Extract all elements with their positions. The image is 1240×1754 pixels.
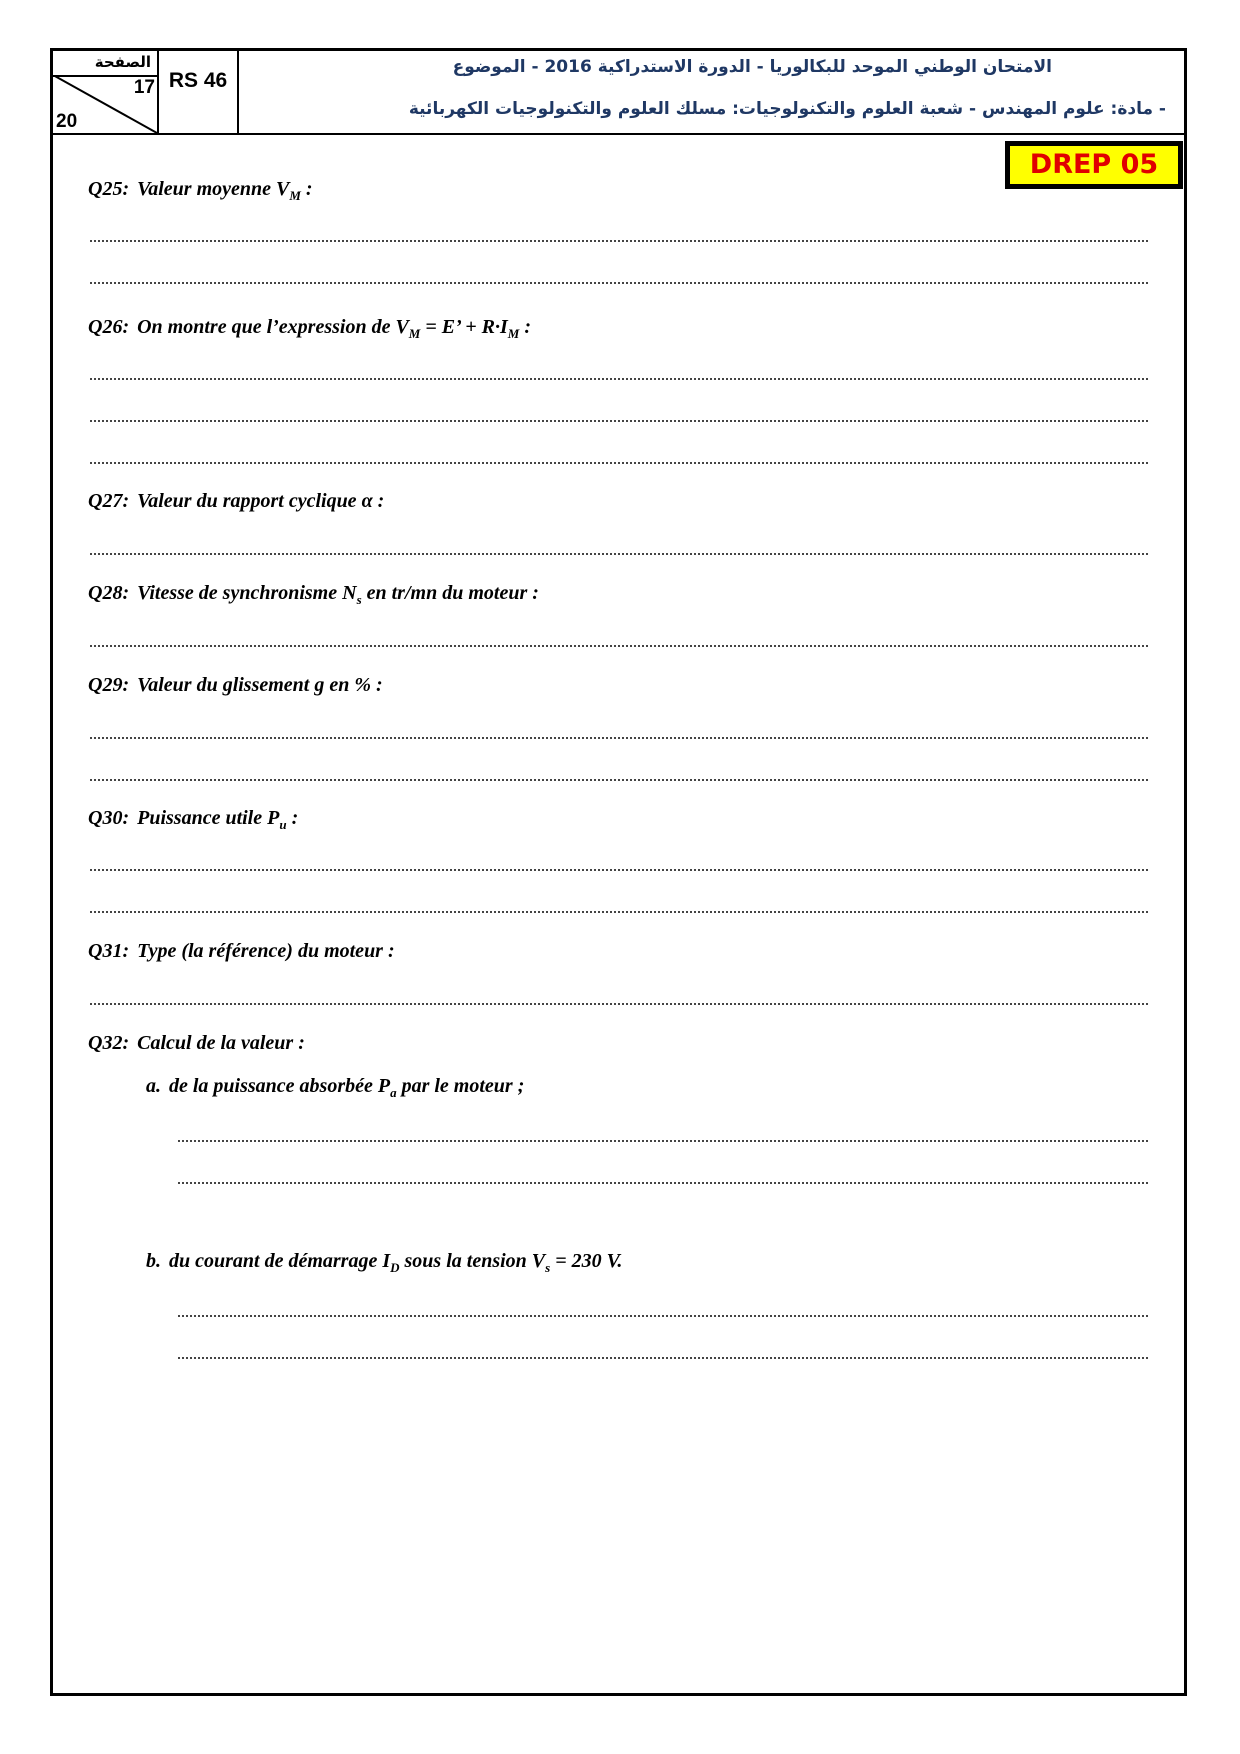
page-number: 17: [133, 77, 155, 98]
question-number: Q29:: [88, 674, 130, 696]
answer-line[interactable]: [90, 420, 1148, 422]
answer-line[interactable]: [178, 1182, 1148, 1184]
question-number: Q32:: [88, 1032, 130, 1054]
question-text: de la puissance absorbée P: [169, 1075, 391, 1097]
question-text-tail: = E’ + R·I: [420, 316, 508, 338]
question-q31: [88, 940, 395, 963]
question-q32: [88, 1032, 305, 1055]
question-text-tail: = 230 V.: [550, 1250, 623, 1272]
question-q28: [88, 582, 539, 608]
answer-line[interactable]: [178, 1315, 1148, 1317]
question-text: Type (la référence) du moteur :: [137, 940, 395, 962]
answer-line[interactable]: [178, 1140, 1148, 1142]
page-number-cell: [53, 51, 159, 133]
answer-line[interactable]: [90, 553, 1148, 555]
question-text: Calcul de la valeur :: [137, 1032, 305, 1054]
question-number: Q28:: [88, 582, 130, 604]
answer-line[interactable]: [90, 779, 1148, 781]
question-text: Valeur du rapport cyclique α :: [137, 490, 385, 512]
subscript: M: [289, 188, 301, 203]
question-number: Q30:: [88, 807, 130, 829]
answer-line[interactable]: [90, 378, 1148, 380]
subscript: D: [390, 1260, 400, 1275]
question-text: On montre que l’expression de V: [137, 316, 409, 338]
answer-line[interactable]: [90, 645, 1148, 647]
question-q29: [88, 674, 383, 697]
question-text-tail: :: [286, 807, 299, 829]
answer-line[interactable]: [90, 282, 1148, 284]
question-text: Puissance utile P: [137, 807, 280, 829]
subscript: s: [545, 1260, 551, 1275]
question-number: a.: [146, 1075, 161, 1097]
answer-line[interactable]: [90, 869, 1148, 871]
question-text: Vitesse de synchronisme N: [137, 582, 357, 604]
header-title-line2: - مادة: علوم المهندس - شعبة العلوم والتكنولوجيات: مسلك العلوم والتكنولوجيات الكهربائية: [408, 99, 1166, 119]
header-titles: [239, 51, 1184, 133]
answer-line[interactable]: [178, 1357, 1148, 1359]
subscript: s: [356, 592, 362, 607]
question-number: Q27:: [88, 490, 130, 512]
page-label: الصفحة: [94, 53, 151, 71]
question-number: Q25:: [88, 178, 130, 200]
subscript: u: [279, 817, 287, 832]
question-number: Q26:: [88, 316, 130, 338]
drep-badge-label: DREP 05: [1009, 145, 1179, 185]
question-text-tail: en tr/mn du moteur :: [361, 582, 539, 604]
question-number: Q31:: [88, 940, 130, 962]
page-frame: [50, 48, 1187, 1696]
question-text: du courant de démarrage I: [169, 1250, 391, 1272]
subscript: M: [408, 326, 421, 341]
header-title-line1: الامتحان الوطني الموحد للبكالوريا - الدورة الاستدراكية 2016 - الموضوع: [452, 57, 1052, 77]
question-q27: [88, 490, 384, 513]
question-text-tail: par le moteur ;: [396, 1075, 525, 1097]
answer-line[interactable]: [90, 1003, 1148, 1005]
question-text-tail: sous la tension V: [399, 1250, 546, 1272]
answer-line[interactable]: [90, 240, 1148, 242]
exam-code: RS 46: [159, 51, 239, 133]
question-text-tail: :: [300, 178, 313, 200]
answer-line[interactable]: [90, 911, 1148, 913]
question-q30: [88, 807, 298, 833]
drep-badge: [1005, 141, 1183, 189]
question-text: Valeur moyenne V: [137, 178, 290, 200]
question-text-tail: :: [519, 316, 532, 338]
subscript: M: [507, 326, 520, 341]
question-q26: [88, 316, 531, 342]
question-q25: [88, 178, 313, 204]
question-number: b.: [146, 1250, 161, 1272]
question-q32b: [146, 1250, 622, 1276]
subscript: a: [390, 1085, 397, 1100]
question-q32a: [146, 1075, 524, 1101]
answer-line[interactable]: [90, 462, 1148, 464]
header: [53, 51, 1184, 135]
answer-line[interactable]: [90, 737, 1148, 739]
page-total: 20: [56, 111, 78, 132]
question-text: Valeur du glissement g en % :: [137, 674, 383, 696]
